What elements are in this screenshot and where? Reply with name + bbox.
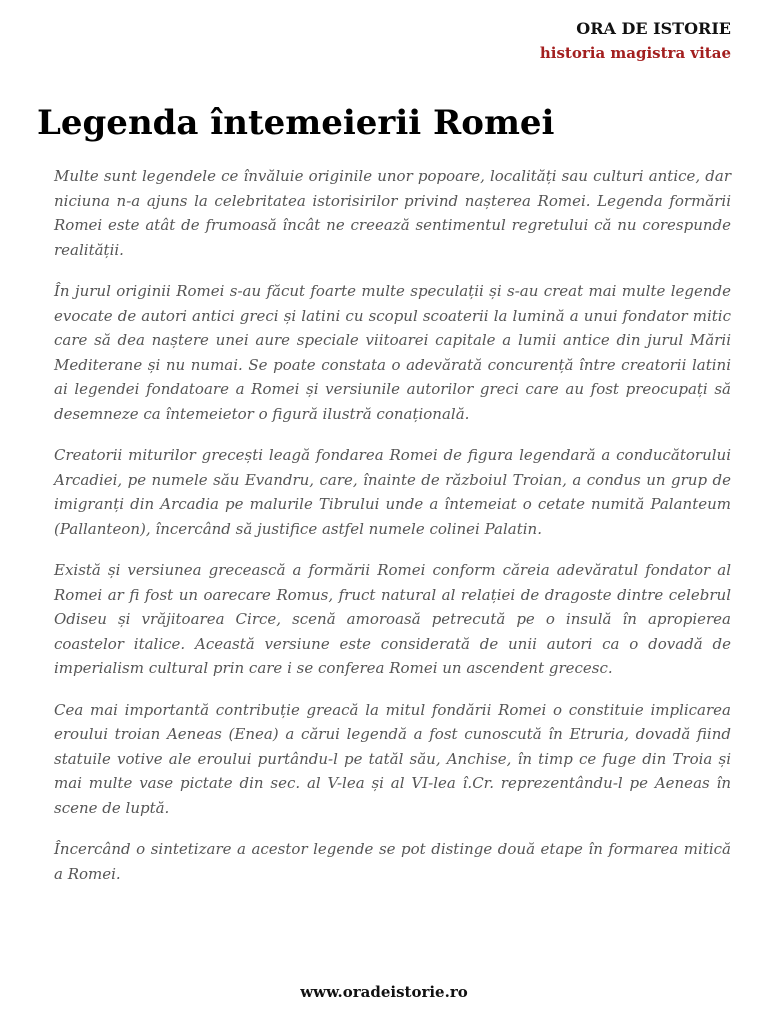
paragraph: Există și versiunea grecească a formării Romei conform căreia adevăratul fondator al Romei ar fi fost un oarecare Romus, fruct natural al relației de dragoste dintre celebrul Odiseu și vrăjitoarea Circe, scenă amoroasă petrecută pe o insulă în apropierea coastelor italice. Această versiune este considerată de unii autori ca o dovadă de imperialism cultural prin care i se conferea Romei un ascendent grecesc.	[54, 561, 731, 677]
paragraph: Multe sunt legendele ce învăluie originile unor popoare, localități sau culturi antice, dar niciuna n-a ajuns la celebritatea istorisirilor privind nașterea Romei. Legenda formării Romei este atât de frumoasă încât ne creează sentimentul regretului că nu corespunde realității.	[54, 167, 731, 259]
paragraph: Creatorii miturilor grecești leagă fondarea Romei de figura legendară a conducătorului Arcadiei, pe numele său Evandru, care, înainte de războiul Troian, a condus un grup de imigranți din Arcadia pe malurile Tibrului unde a întemeiat o cetate numită Palanteum (Pallanteon), încercând să justifice astfel numele colinei Palatin.	[54, 446, 731, 538]
site-name: ORA DE ISTORIE	[576, 19, 731, 38]
article-body	[54, 164, 731, 903]
page-header	[540, 18, 731, 64]
article-title: Legenda întemeierii Romei	[37, 103, 555, 143]
paragraph: Cea mai importantă contribuție greacă la mitul fondării Romei o constituie implicarea eroului troian Aeneas (Enea) a cărui legendă a fost cunoscută în Etruria, dovadă fiind statuile votive ale eroului purtându-l pe tatăl său, Anchise, în timp ce fuge din Troia și mai multe vase pictate din sec. al V-lea și al VI-lea î.Cr. reprezentându-l pe Aeneas în scene de luptă.	[54, 700, 731, 817]
paragraph: În jurul originii Romei s-au făcut foarte multe speculații și s-au creat mai multe legende evocate de autori antici greci și latini cu scopul scoaterii la lumină a unui fondator mitic care să dea naștere unei aure speciale viitoarei capitale a lumii antice din jurul Mării Mediterane și nu numai. Se poate constata o adevărată concurență între creatorii latini ai legendei fondatoare a Romei și versiunile autorilor greci care au fost preocupați să desemneze ca întemeietor o figură ilustră conațională.	[54, 282, 731, 423]
paragraph: Încercând o sintetizare a acestor legende se pot distinge două etape în formarea mitică a Romei.	[54, 840, 731, 883]
site-motto: historia magistra vitae	[539, 44, 731, 62]
footer-url[interactable]: www.oradeistorie.ro	[300, 983, 468, 1001]
